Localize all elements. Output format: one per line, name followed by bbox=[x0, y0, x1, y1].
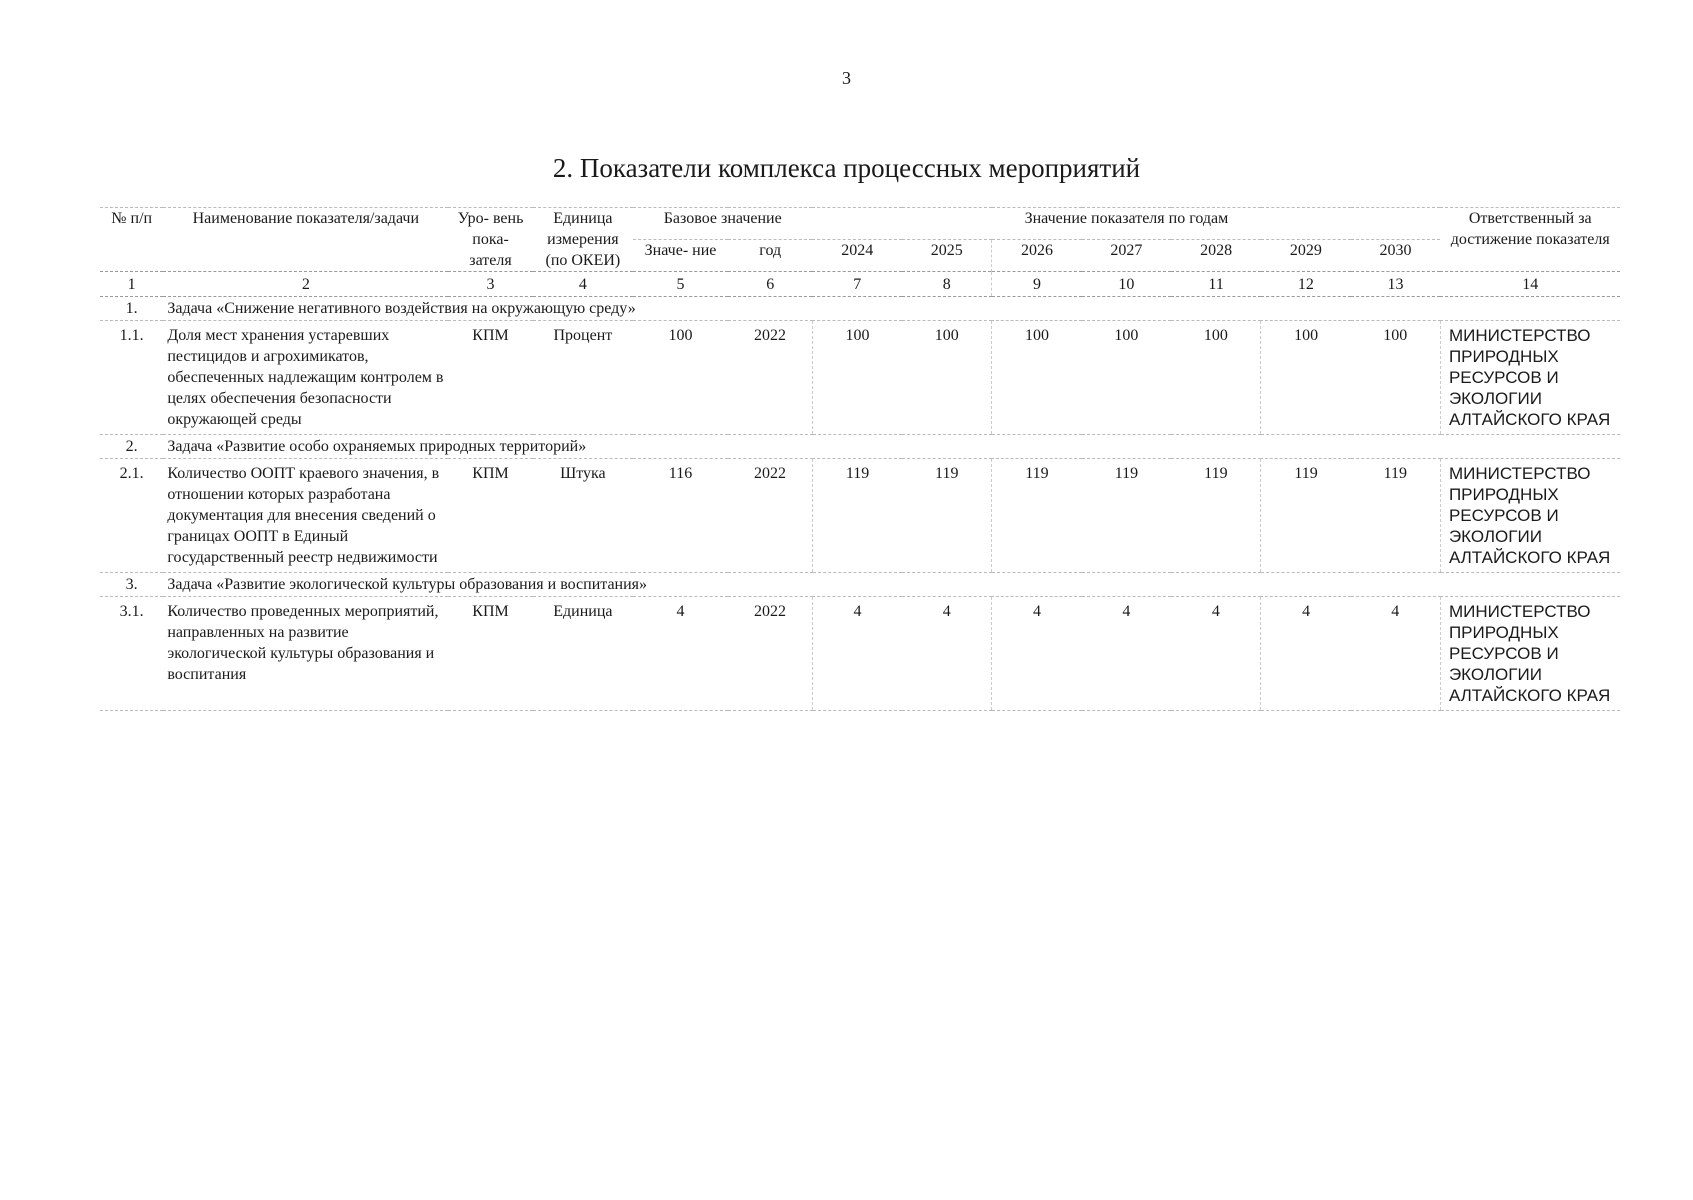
indicator-base-year: 2022 bbox=[728, 459, 812, 573]
column-number: 1 bbox=[100, 272, 163, 297]
column-number: 10 bbox=[1082, 272, 1172, 297]
indicator-row bbox=[100, 597, 1620, 711]
indicator-unit: Штука bbox=[533, 459, 633, 573]
indicator-name: Количество ООПТ краевого значения, в отношении которых разработана документация для внесения сведений о границах ООПТ в Единый государственный реестр недвижимости bbox=[163, 459, 448, 573]
column-number: 11 bbox=[1171, 272, 1261, 297]
indicator-year-value: 119 bbox=[812, 459, 902, 573]
page-number: 3 bbox=[842, 68, 851, 88]
indicator-unit: Процент bbox=[533, 321, 633, 435]
task-title: Задача «Развитие экологической культуры образования и воспитания» bbox=[163, 573, 1620, 597]
indicator-year-value: 100 bbox=[1261, 321, 1351, 435]
header-year: 2030 bbox=[1351, 240, 1441, 272]
indicator-year-value: 119 bbox=[1261, 459, 1351, 573]
indicator-year-value: 119 bbox=[1171, 459, 1261, 573]
column-number: 5 bbox=[633, 272, 728, 297]
header-base-year: год bbox=[728, 240, 812, 272]
indicator-year-value: 4 bbox=[1261, 597, 1351, 711]
header-base-group: Базовое значение bbox=[633, 208, 812, 240]
header-level: Уро- вень пока- зателя bbox=[448, 208, 532, 272]
column-number: 4 bbox=[533, 272, 633, 297]
header-name: Наименование показателя/задачи bbox=[163, 208, 448, 272]
indicator-responsible: МИНИСТЕРСТВО ПРИРОДНЫХ РЕСУРСОВ И ЭКОЛОГИИ АЛТАЙСКОГО КРАЯ bbox=[1440, 597, 1620, 711]
indicator-year-value: 100 bbox=[902, 321, 992, 435]
indicator-year-value: 4 bbox=[812, 597, 902, 711]
indicator-name: Доля мест хранения устаревших пестицидов и агрохимикатов, обеспеченных надлежащим контролем в целях обеспечения безопасности окружающей среды bbox=[163, 321, 448, 435]
indicator-row bbox=[100, 321, 1620, 435]
indicator-row bbox=[100, 459, 1620, 573]
header-num: № п/п bbox=[100, 208, 163, 272]
header-year: 2024 bbox=[812, 240, 902, 272]
task-number: 3. bbox=[100, 573, 163, 597]
indicator-year-value: 4 bbox=[1082, 597, 1172, 711]
column-number: 14 bbox=[1440, 272, 1620, 297]
header-year: 2025 bbox=[902, 240, 992, 272]
indicators-table bbox=[100, 207, 1620, 711]
indicator-year-value: 100 bbox=[992, 321, 1082, 435]
indicator-name: Количество проведенных мероприятий, направленных на развитие экологической культуры образования и воспитания bbox=[163, 597, 448, 711]
indicator-level: КПМ bbox=[448, 459, 532, 573]
column-number: 9 bbox=[992, 272, 1082, 297]
column-number: 8 bbox=[902, 272, 992, 297]
column-numbers-row bbox=[100, 272, 1620, 297]
task-row bbox=[100, 573, 1620, 597]
indicator-year-value: 100 bbox=[1351, 321, 1441, 435]
indicator-responsible: МИНИСТЕРСТВО ПРИРОДНЫХ РЕСУРСОВ И ЭКОЛОГИИ АЛТАЙСКОГО КРАЯ bbox=[1440, 459, 1620, 573]
task-row bbox=[100, 297, 1620, 321]
indicator-base-value: 100 bbox=[633, 321, 728, 435]
header-year: 2028 bbox=[1171, 240, 1261, 272]
header-year: 2029 bbox=[1261, 240, 1351, 272]
indicator-year-value: 4 bbox=[992, 597, 1082, 711]
column-number: 7 bbox=[812, 272, 902, 297]
header-year: 2027 bbox=[1082, 240, 1172, 272]
indicator-year-value: 119 bbox=[992, 459, 1082, 573]
indicator-year-value: 119 bbox=[1082, 459, 1172, 573]
indicator-level: КПМ bbox=[448, 321, 532, 435]
header-unit: Единица измерения (по ОКЕИ) bbox=[533, 208, 633, 272]
indicator-year-value: 119 bbox=[902, 459, 992, 573]
indicator-year-value: 4 bbox=[1351, 597, 1441, 711]
column-number: 13 bbox=[1351, 272, 1441, 297]
indicator-number: 3.1. bbox=[100, 597, 163, 711]
indicator-number: 2.1. bbox=[100, 459, 163, 573]
header-years-group: Значение показателя по годам bbox=[812, 208, 1440, 240]
indicator-responsible: МИНИСТЕРСТВО ПРИРОДНЫХ РЕСУРСОВ И ЭКОЛОГИИ АЛТАЙСКОГО КРАЯ bbox=[1440, 321, 1620, 435]
indicator-year-value: 100 bbox=[1082, 321, 1172, 435]
indicator-year-value: 100 bbox=[812, 321, 902, 435]
indicator-number: 1.1. bbox=[100, 321, 163, 435]
column-number: 12 bbox=[1261, 272, 1351, 297]
indicator-base-value: 116 bbox=[633, 459, 728, 573]
column-number: 2 bbox=[163, 272, 448, 297]
indicator-year-value: 4 bbox=[1171, 597, 1261, 711]
task-title: Задача «Развитие особо охраняемых природных территорий» bbox=[163, 435, 1620, 459]
task-number: 1. bbox=[100, 297, 163, 321]
task-title: Задача «Снижение негативного воздействия на окружающую среду» bbox=[163, 297, 1620, 321]
indicator-level: КПМ bbox=[448, 597, 532, 711]
indicator-year-value: 4 bbox=[902, 597, 992, 711]
header-base-value: Значе- ние bbox=[633, 240, 728, 272]
header-responsible: Ответственный за достижение показателя bbox=[1440, 208, 1620, 272]
page-title: 2. Показатели комплекса процессных мероприятий bbox=[552, 153, 1141, 183]
indicator-base-year: 2022 bbox=[728, 321, 812, 435]
indicator-year-value: 100 bbox=[1171, 321, 1261, 435]
column-number: 6 bbox=[728, 272, 812, 297]
indicator-unit: Единица bbox=[533, 597, 633, 711]
indicator-year-value: 119 bbox=[1351, 459, 1441, 573]
header-year: 2026 bbox=[992, 240, 1082, 272]
column-number: 3 bbox=[448, 272, 532, 297]
indicator-base-year: 2022 bbox=[728, 597, 812, 711]
task-number: 2. bbox=[100, 435, 163, 459]
task-row bbox=[100, 435, 1620, 459]
indicator-base-value: 4 bbox=[633, 597, 728, 711]
